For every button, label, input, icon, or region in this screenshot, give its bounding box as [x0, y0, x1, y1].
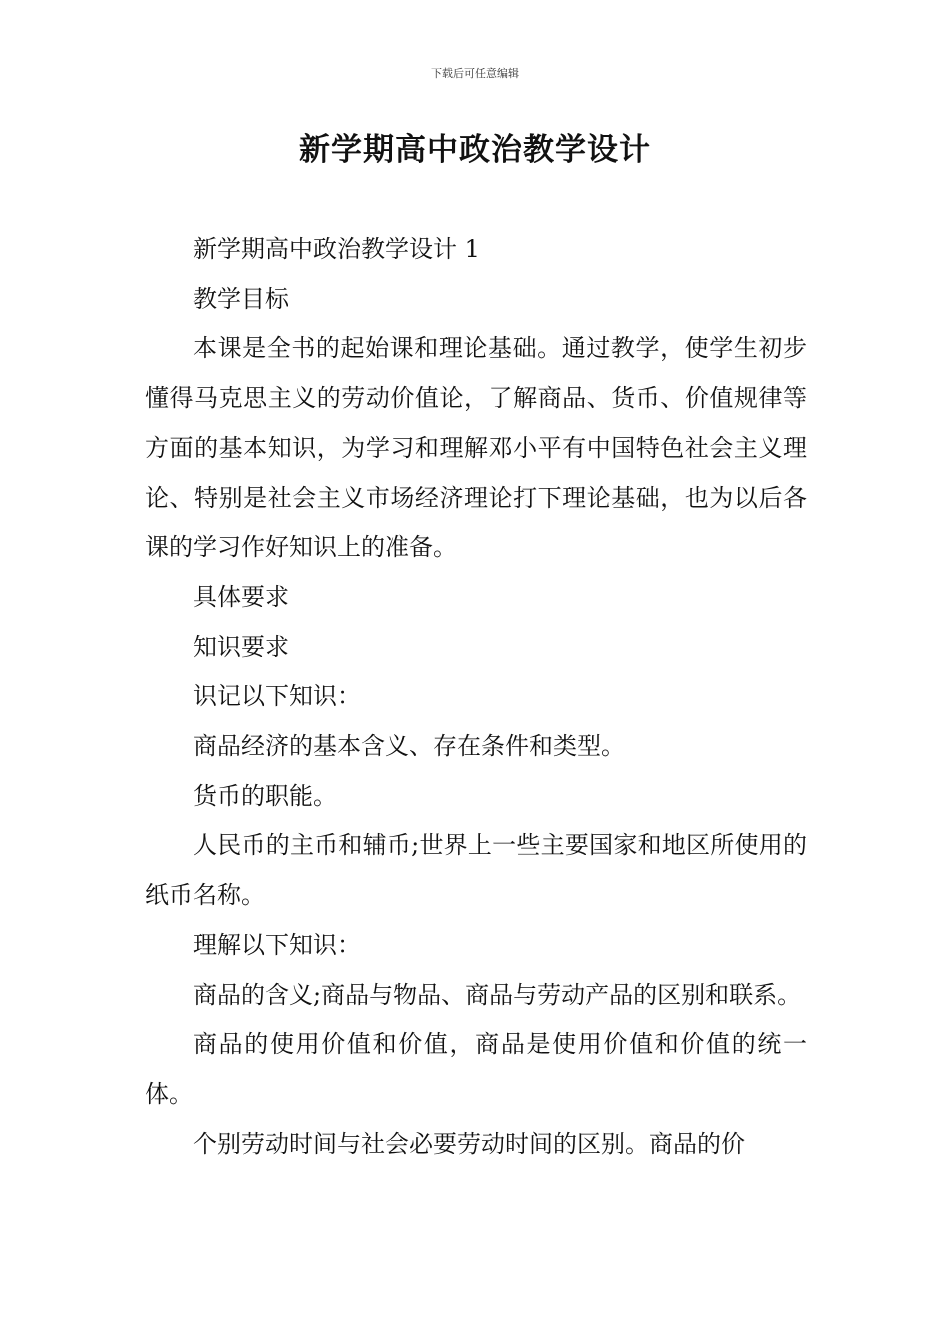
paragraph-knowledge-requirements: 知识要求: [193, 632, 289, 661]
header-note: 下载后可任意编辑: [431, 67, 519, 80]
paragraph-section-heading: 新学期高中政治教学设计 1: [193, 235, 480, 263]
paragraph-memorize-heading: 识记以下知识：: [193, 682, 361, 711]
paragraph-goal-description: 本课是全书的起始课和理论基础。通过教学，使学生初步懂得马克思主义的劳动价值论，了解商品、货币、价值规律等方面的基本知识，为学习和理解邓小平有中国特色社会主义理论、特别是社会主义市场经济理论打下理论基础，也为以后各课的学习作好知识上的准备。: [145, 334, 807, 562]
paragraph-rmb-currency: 人民币的主币和辅币;世界上一些主要国家和地区所使用的纸币名称。: [145, 831, 807, 910]
paragraph-labor-time: 个别劳动时间与社会必要劳动时间的区别。商品的价: [193, 1129, 745, 1158]
paragraph-use-value: 商品的使用价值和价值，商品是使用价值和价值的统一体。: [145, 1030, 807, 1108]
paragraph-understand-heading: 理解以下知识：: [193, 930, 361, 959]
paragraph-specific-requirements: 具体要求: [193, 582, 289, 611]
paragraph-commodity-economy: 商品经济的基本含义、存在条件和类型。: [193, 732, 625, 761]
document-title: 新学期高中政治教学设计: [299, 132, 651, 168]
paragraph-commodity-meaning: 商品的含义;商品与物品、商品与劳动产品的区别和联系。: [193, 980, 802, 1009]
document-body: [145, 225, 807, 1169]
paragraph-money-functions: 货币的职能。: [193, 781, 337, 810]
paragraph-teaching-goal: 教学目标: [193, 284, 289, 313]
